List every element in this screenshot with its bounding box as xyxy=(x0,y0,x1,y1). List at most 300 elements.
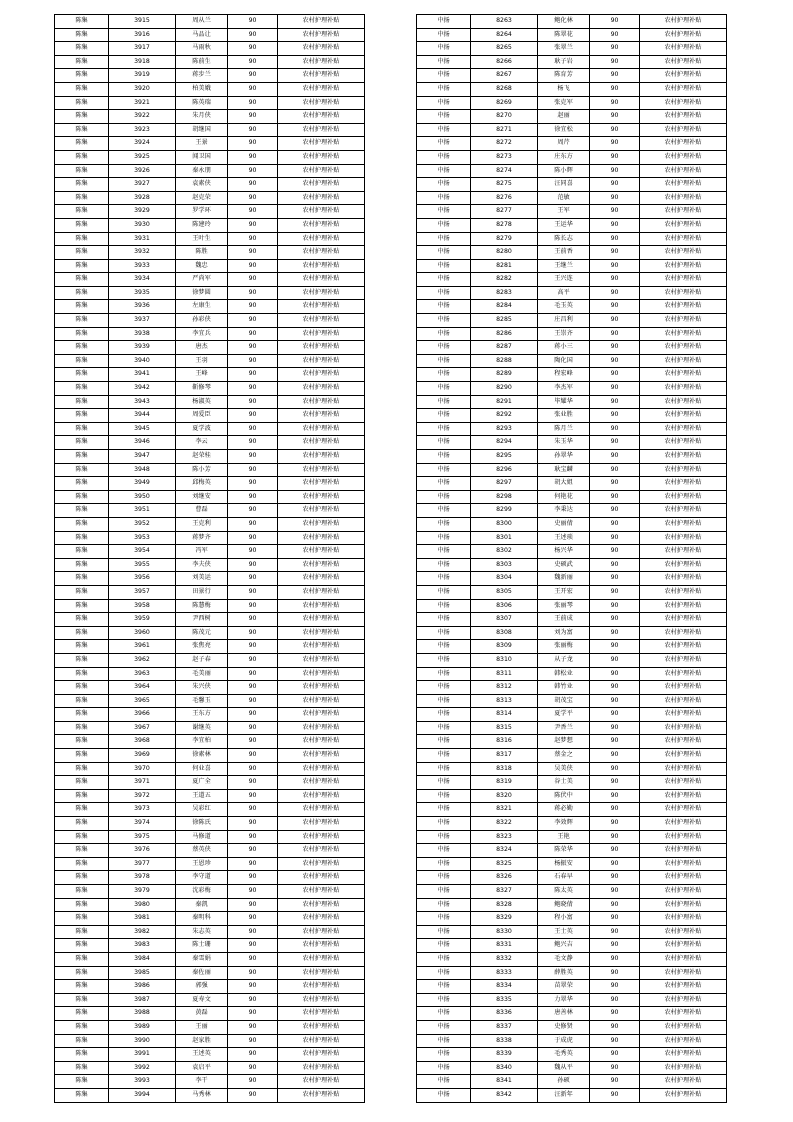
category-cell: 农村护理补贴 xyxy=(640,585,727,599)
amount-cell: 90 xyxy=(590,545,640,559)
amount-cell: 90 xyxy=(590,803,640,817)
name-cell: 徐陈氏 xyxy=(176,817,228,831)
amount-cell: 90 xyxy=(228,178,278,192)
name-cell: 王丽 xyxy=(176,1020,228,1034)
village-cell: 中扬 xyxy=(417,749,471,763)
name-cell: 庄东方 xyxy=(538,150,590,164)
name-cell: 王军 xyxy=(538,205,590,219)
category-cell: 农村护理补贴 xyxy=(278,925,365,939)
name-cell: 蔡金之 xyxy=(538,749,590,763)
village-cell: 中扬 xyxy=(417,640,471,654)
table-row xyxy=(55,422,365,436)
category-cell: 农村护理补贴 xyxy=(640,82,727,96)
name-cell: 陈英瑞 xyxy=(176,96,228,110)
name-cell: 王叶生 xyxy=(176,232,228,246)
category-cell: 农村护理补贴 xyxy=(640,844,727,858)
name-cell: 王述英 xyxy=(176,1048,228,1062)
category-cell: 农村护理补贴 xyxy=(278,164,365,178)
amount-cell: 90 xyxy=(228,966,278,980)
id-cell: 3989 xyxy=(109,1020,176,1034)
table-row xyxy=(55,368,365,382)
amount-cell: 90 xyxy=(228,817,278,831)
amount-cell: 90 xyxy=(590,599,640,613)
category-cell: 农村护理补贴 xyxy=(640,572,727,586)
table-row xyxy=(55,531,365,545)
name-cell: 袁启平 xyxy=(176,1061,228,1075)
table-row xyxy=(55,286,365,300)
id-cell: 8339 xyxy=(471,1048,538,1062)
amount-cell: 90 xyxy=(228,259,278,273)
name-cell: 刘美运 xyxy=(176,572,228,586)
village-cell: 陈集 xyxy=(55,409,109,423)
name-cell: 胡继国 xyxy=(176,123,228,137)
amount-cell: 90 xyxy=(228,789,278,803)
amount-cell: 90 xyxy=(228,1020,278,1034)
name-cell: 田景行 xyxy=(176,585,228,599)
table-row xyxy=(417,1007,727,1021)
name-cell: 秦佐丽 xyxy=(176,966,228,980)
id-cell: 3956 xyxy=(109,572,176,586)
village-cell: 中扬 xyxy=(417,82,471,96)
name-cell: 杨飞 xyxy=(538,82,590,96)
amount-cell: 90 xyxy=(590,300,640,314)
id-cell: 3978 xyxy=(109,871,176,885)
id-cell: 3918 xyxy=(109,55,176,69)
name-cell: 赵梦想 xyxy=(538,735,590,749)
id-cell: 8274 xyxy=(471,164,538,178)
village-cell: 陈集 xyxy=(55,1034,109,1048)
id-cell: 8309 xyxy=(471,640,538,654)
table-row xyxy=(417,803,727,817)
id-cell: 8334 xyxy=(471,980,538,994)
amount-cell: 90 xyxy=(228,613,278,627)
id-cell: 8273 xyxy=(471,150,538,164)
table-row xyxy=(55,55,365,69)
category-cell: 农村护理补贴 xyxy=(278,409,365,423)
name-cell: 史修贤 xyxy=(538,1020,590,1034)
category-cell: 农村护理补贴 xyxy=(640,1088,727,1102)
table-row xyxy=(55,885,365,899)
village-cell: 陈集 xyxy=(55,939,109,953)
id-cell: 8300 xyxy=(471,517,538,531)
category-cell: 农村护理补贴 xyxy=(640,246,727,260)
category-cell: 农村护理补贴 xyxy=(278,463,365,477)
name-cell: 何艳花 xyxy=(538,490,590,504)
name-cell: 毛文静 xyxy=(538,952,590,966)
amount-cell: 90 xyxy=(590,531,640,545)
id-cell: 3990 xyxy=(109,1034,176,1048)
name-cell: 朱月侠 xyxy=(176,110,228,124)
id-cell: 8328 xyxy=(471,898,538,912)
village-cell: 中扬 xyxy=(417,15,471,29)
table-row xyxy=(55,830,365,844)
category-cell: 农村护理补贴 xyxy=(640,69,727,83)
category-cell: 农村护理补贴 xyxy=(278,898,365,912)
village-cell: 中扬 xyxy=(417,1075,471,1089)
village-cell: 陈集 xyxy=(55,980,109,994)
id-cell: 3987 xyxy=(109,993,176,1007)
category-cell: 农村护理补贴 xyxy=(640,259,727,273)
table-row xyxy=(417,1061,727,1075)
village-cell: 中扬 xyxy=(417,952,471,966)
amount-cell: 90 xyxy=(590,341,640,355)
name-cell: 马秀林 xyxy=(176,1088,228,1102)
id-cell: 8332 xyxy=(471,952,538,966)
table-row xyxy=(417,232,727,246)
village-cell: 中扬 xyxy=(417,885,471,899)
id-cell: 3949 xyxy=(109,477,176,491)
name-cell: 孙翠华 xyxy=(538,450,590,464)
village-cell: 陈集 xyxy=(55,110,109,124)
village-cell: 陈集 xyxy=(55,341,109,355)
village-cell: 陈集 xyxy=(55,558,109,572)
id-cell: 8315 xyxy=(471,721,538,735)
table-row xyxy=(55,721,365,735)
table-row xyxy=(417,395,727,409)
id-cell: 3921 xyxy=(109,96,176,110)
name-cell: 于成虎 xyxy=(538,1034,590,1048)
category-cell: 农村护理补贴 xyxy=(640,653,727,667)
name-cell: 唐善林 xyxy=(538,1007,590,1021)
category-cell: 农村护理补贴 xyxy=(278,123,365,137)
amount-cell: 90 xyxy=(590,517,640,531)
amount-cell: 90 xyxy=(590,857,640,871)
name-cell: 秦凯 xyxy=(176,898,228,912)
table-row xyxy=(55,1061,365,1075)
id-cell: 3992 xyxy=(109,1061,176,1075)
village-cell: 中扬 xyxy=(417,477,471,491)
category-cell: 农村护理补贴 xyxy=(278,178,365,192)
id-cell: 3915 xyxy=(109,15,176,29)
table-row xyxy=(417,422,727,436)
village-cell: 中扬 xyxy=(417,980,471,994)
amount-cell: 90 xyxy=(590,681,640,695)
table-row xyxy=(55,164,365,178)
name-cell: 马修道 xyxy=(176,830,228,844)
amount-cell: 90 xyxy=(590,1048,640,1062)
name-cell: 赵丽 xyxy=(538,110,590,124)
village-cell: 中扬 xyxy=(417,789,471,803)
name-cell: 柏美娥 xyxy=(176,82,228,96)
category-cell: 农村护理补贴 xyxy=(640,218,727,232)
village-cell: 中扬 xyxy=(417,898,471,912)
category-cell: 农村护理补贴 xyxy=(640,803,727,817)
village-cell: 陈集 xyxy=(55,246,109,260)
village-cell: 中扬 xyxy=(417,1034,471,1048)
village-cell: 中扬 xyxy=(417,1048,471,1062)
name-cell: 郭强 xyxy=(176,980,228,994)
category-cell: 农村护理补贴 xyxy=(640,830,727,844)
amount-cell: 90 xyxy=(228,667,278,681)
table-row xyxy=(55,490,365,504)
village-cell: 陈集 xyxy=(55,993,109,1007)
amount-cell: 90 xyxy=(590,477,640,491)
amount-cell: 90 xyxy=(590,55,640,69)
table-row xyxy=(417,735,727,749)
id-cell: 3985 xyxy=(109,966,176,980)
category-cell: 农村护理补贴 xyxy=(640,789,727,803)
table-row xyxy=(417,314,727,328)
id-cell: 3970 xyxy=(109,762,176,776)
category-cell: 农村护理补贴 xyxy=(278,477,365,491)
category-cell: 农村护理补贴 xyxy=(640,463,727,477)
category-cell: 农村护理补贴 xyxy=(640,341,727,355)
amount-cell: 90 xyxy=(228,558,278,572)
id-cell: 3929 xyxy=(109,205,176,219)
village-cell: 陈集 xyxy=(55,422,109,436)
village-cell: 陈集 xyxy=(55,789,109,803)
village-cell: 陈集 xyxy=(55,966,109,980)
table-row xyxy=(417,613,727,627)
table-row xyxy=(417,572,727,586)
category-cell: 农村护理补贴 xyxy=(640,925,727,939)
village-cell: 中扬 xyxy=(417,191,471,205)
name-cell: 李效辉 xyxy=(538,817,590,831)
id-cell: 3962 xyxy=(109,653,176,667)
name-cell: 沈彩梅 xyxy=(176,885,228,899)
village-cell: 陈集 xyxy=(55,531,109,545)
amount-cell: 90 xyxy=(228,640,278,654)
category-cell: 农村护理补贴 xyxy=(278,735,365,749)
village-cell: 中扬 xyxy=(417,341,471,355)
category-cell: 农村护理补贴 xyxy=(278,626,365,640)
name-cell: 曹磊 xyxy=(176,504,228,518)
category-cell: 农村护理补贴 xyxy=(278,939,365,953)
table-row xyxy=(417,721,727,735)
category-cell: 农村护理补贴 xyxy=(278,504,365,518)
village-cell: 陈集 xyxy=(55,667,109,681)
name-cell: 谷士美 xyxy=(538,776,590,790)
village-cell: 陈集 xyxy=(55,395,109,409)
village-cell: 中扬 xyxy=(417,871,471,885)
id-cell: 3958 xyxy=(109,599,176,613)
table-row xyxy=(417,1088,727,1102)
village-cell: 陈集 xyxy=(55,925,109,939)
category-cell: 农村护理补贴 xyxy=(278,885,365,899)
id-cell: 8292 xyxy=(471,409,538,423)
name-cell: 蒋必勤 xyxy=(538,803,590,817)
table-row xyxy=(55,354,365,368)
name-cell: 李守道 xyxy=(176,871,228,885)
name-cell: 程宏峰 xyxy=(538,368,590,382)
amount-cell: 90 xyxy=(228,721,278,735)
category-cell: 农村护理补贴 xyxy=(278,558,365,572)
category-cell: 农村护理补贴 xyxy=(640,368,727,382)
category-cell: 农村护理补贴 xyxy=(278,1075,365,1089)
amount-cell: 90 xyxy=(228,681,278,695)
category-cell: 农村护理补贴 xyxy=(640,450,727,464)
id-cell: 8341 xyxy=(471,1075,538,1089)
table-row xyxy=(417,708,727,722)
category-cell: 农村护理补贴 xyxy=(278,368,365,382)
amount-cell: 90 xyxy=(590,42,640,56)
category-cell: 农村护理补贴 xyxy=(278,599,365,613)
village-cell: 中扬 xyxy=(417,708,471,722)
amount-cell: 90 xyxy=(590,123,640,137)
village-cell: 中扬 xyxy=(417,993,471,1007)
category-cell: 农村护理补贴 xyxy=(640,667,727,681)
id-cell: 3941 xyxy=(109,368,176,382)
amount-cell: 90 xyxy=(590,422,640,436)
name-cell: 马品让 xyxy=(176,28,228,42)
table-row xyxy=(55,246,365,260)
table-row xyxy=(417,653,727,667)
category-cell: 农村护理补贴 xyxy=(278,286,365,300)
category-cell: 农村护理补贴 xyxy=(278,1061,365,1075)
amount-cell: 90 xyxy=(228,708,278,722)
category-cell: 农村护理补贴 xyxy=(278,776,365,790)
name-cell: 秦明科 xyxy=(176,912,228,926)
id-cell: 8282 xyxy=(471,273,538,287)
village-cell: 中扬 xyxy=(417,721,471,735)
amount-cell: 90 xyxy=(590,830,640,844)
table-row xyxy=(417,436,727,450)
name-cell: 王恩珍 xyxy=(176,857,228,871)
name-cell: 张业胜 xyxy=(538,409,590,423)
village-cell: 陈集 xyxy=(55,681,109,695)
id-cell: 8342 xyxy=(471,1088,538,1102)
village-cell: 中扬 xyxy=(417,939,471,953)
village-cell: 陈集 xyxy=(55,55,109,69)
table-row xyxy=(55,1007,365,1021)
village-cell: 中扬 xyxy=(417,585,471,599)
amount-cell: 90 xyxy=(590,395,640,409)
village-cell: 陈集 xyxy=(55,123,109,137)
id-cell: 8335 xyxy=(471,993,538,1007)
amount-cell: 90 xyxy=(590,368,640,382)
category-cell: 农村护理补贴 xyxy=(640,490,727,504)
name-cell: 张克军 xyxy=(538,96,590,110)
name-cell: 谢继英 xyxy=(176,721,228,735)
amount-cell: 90 xyxy=(228,314,278,328)
category-cell: 农村护理补贴 xyxy=(640,436,727,450)
table-row xyxy=(417,477,727,491)
id-cell: 3972 xyxy=(109,789,176,803)
id-cell: 3945 xyxy=(109,422,176,436)
name-cell: 徐梦圆 xyxy=(176,286,228,300)
table-row xyxy=(417,694,727,708)
name-cell: 冯军 xyxy=(176,545,228,559)
village-cell: 陈集 xyxy=(55,504,109,518)
table-row xyxy=(417,178,727,192)
village-cell: 中扬 xyxy=(417,382,471,396)
amount-cell: 90 xyxy=(228,885,278,899)
table-row xyxy=(417,218,727,232)
id-cell: 8316 xyxy=(471,735,538,749)
id-cell: 3976 xyxy=(109,844,176,858)
table-row xyxy=(417,939,727,953)
amount-cell: 90 xyxy=(228,137,278,151)
village-cell: 中扬 xyxy=(417,450,471,464)
id-cell: 8280 xyxy=(471,246,538,260)
amount-cell: 90 xyxy=(228,925,278,939)
village-cell: 中扬 xyxy=(417,1088,471,1102)
category-cell: 农村护理补贴 xyxy=(278,354,365,368)
name-cell: 陈小芳 xyxy=(176,463,228,477)
name-cell: 鲍晓倩 xyxy=(538,898,590,912)
village-cell: 陈集 xyxy=(55,599,109,613)
table-row xyxy=(417,273,727,287)
amount-cell: 90 xyxy=(590,1034,640,1048)
category-cell: 农村护理补贴 xyxy=(278,980,365,994)
table-row xyxy=(417,15,727,29)
category-cell: 农村护理补贴 xyxy=(640,857,727,871)
id-cell: 8275 xyxy=(471,178,538,192)
village-cell: 中扬 xyxy=(417,178,471,192)
village-cell: 陈集 xyxy=(55,898,109,912)
table-row xyxy=(55,137,365,151)
amount-cell: 90 xyxy=(228,599,278,613)
amount-cell: 90 xyxy=(228,1075,278,1089)
id-cell: 3920 xyxy=(109,82,176,96)
village-cell: 中扬 xyxy=(417,1007,471,1021)
amount-cell: 90 xyxy=(228,830,278,844)
category-cell: 农村护理补贴 xyxy=(640,300,727,314)
name-cell: 蒋梦齐 xyxy=(176,531,228,545)
village-cell: 陈集 xyxy=(55,28,109,42)
amount-cell: 90 xyxy=(228,504,278,518)
village-cell: 中扬 xyxy=(417,354,471,368)
category-cell: 农村护理补贴 xyxy=(278,789,365,803)
id-cell: 3950 xyxy=(109,490,176,504)
category-cell: 农村护理补贴 xyxy=(640,558,727,572)
category-cell: 农村护理补贴 xyxy=(640,776,727,790)
category-cell: 农村护理补贴 xyxy=(278,82,365,96)
village-cell: 中扬 xyxy=(417,776,471,790)
table-row xyxy=(55,69,365,83)
village-cell: 陈集 xyxy=(55,477,109,491)
village-cell: 陈集 xyxy=(55,259,109,273)
id-cell: 8298 xyxy=(471,490,538,504)
amount-cell: 90 xyxy=(228,531,278,545)
category-cell: 农村护理补贴 xyxy=(640,354,727,368)
amount-cell: 90 xyxy=(590,721,640,735)
category-cell: 农村护理补贴 xyxy=(278,395,365,409)
name-cell: 陈翠花 xyxy=(538,28,590,42)
name-cell: 周爱臣 xyxy=(176,409,228,423)
name-cell: 王克利 xyxy=(176,517,228,531)
name-cell: 李夫侠 xyxy=(176,558,228,572)
village-cell: 陈集 xyxy=(55,354,109,368)
village-cell: 中扬 xyxy=(417,422,471,436)
id-cell: 3966 xyxy=(109,708,176,722)
category-cell: 农村护理补贴 xyxy=(278,314,365,328)
amount-cell: 90 xyxy=(590,164,640,178)
table-row xyxy=(417,55,727,69)
name-cell: 杨淑英 xyxy=(176,395,228,409)
table-row xyxy=(55,110,365,124)
id-cell: 8312 xyxy=(471,681,538,695)
table-row xyxy=(55,844,365,858)
amount-cell: 90 xyxy=(228,150,278,164)
table-row xyxy=(55,150,365,164)
amount-cell: 90 xyxy=(590,640,640,654)
category-cell: 农村护理补贴 xyxy=(640,1020,727,1034)
name-cell: 马雨秋 xyxy=(176,42,228,56)
id-cell: 3938 xyxy=(109,327,176,341)
id-cell: 3963 xyxy=(109,667,176,681)
table-row xyxy=(417,980,727,994)
name-cell: 何业喜 xyxy=(176,762,228,776)
village-cell: 陈集 xyxy=(55,545,109,559)
amount-cell: 90 xyxy=(228,450,278,464)
table-row xyxy=(55,857,365,871)
village-cell: 陈集 xyxy=(55,164,109,178)
name-cell: 徐宜松 xyxy=(538,123,590,137)
amount-cell: 90 xyxy=(590,28,640,42)
amount-cell: 90 xyxy=(228,327,278,341)
village-cell: 陈集 xyxy=(55,300,109,314)
